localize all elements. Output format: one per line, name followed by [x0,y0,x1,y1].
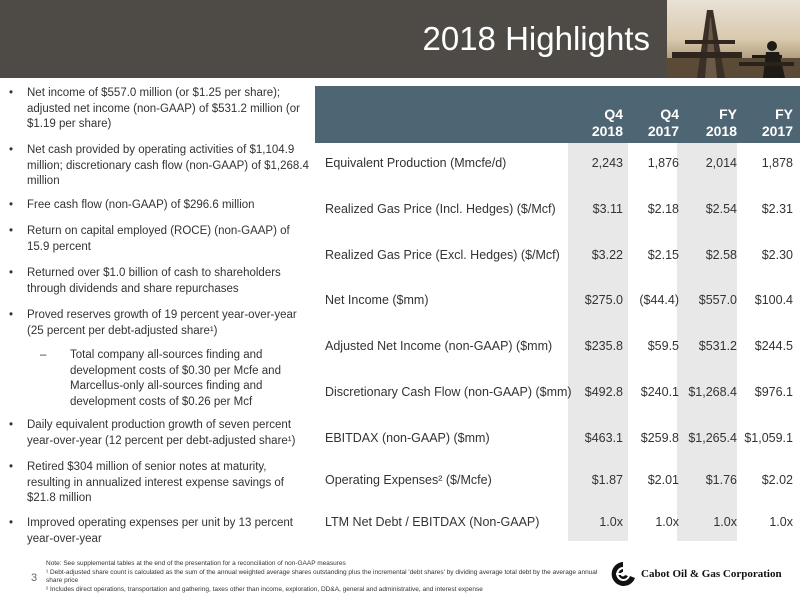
column-header-line2: 2018 [705,123,737,139]
row-label: Net Income ($mm) [325,293,429,307]
dash-symbol: – [40,349,47,361]
column-header [737,106,793,140]
footnote-2: ² Includes direct operations, transportation and gathering, taxes other than income, exploration, DD&A, general and administrative, and interest expense [46,585,483,593]
footnote-1: ¹ Debt-adjusted share count is calculated as the sum of the annual weighted average shares outstanding plus the incremental 'debt shares' by dividing average total debt by the average annual share price [46,568,598,584]
table-cell: 1.0x [655,515,679,529]
column-header [568,106,623,140]
table-cell: $2.31 [761,202,793,216]
bullet-symbol: • [9,225,14,237]
cabot-logo-mark [608,560,638,593]
table-cell: $3.11 [592,202,623,216]
row-label: Realized Gas Price (Incl. Hedges) ($/Mcf) [325,202,556,216]
bullet-text: Retired $304 million of senior notes at maturity, resulting in annualized interest expense savings of $21.8 million [27,461,284,504]
column-header-line1: Q4 [604,106,623,122]
column-header-line1: Q4 [660,106,679,122]
row-label: Adjusted Net Income (non-GAAP) ($mm) [325,339,553,353]
table-cell: $259.8 [640,431,679,445]
bullet-symbol: • [9,199,14,211]
table-cell: 1.0x [599,515,623,529]
bullet-symbol: • [9,517,14,529]
column-header-line1: FY [775,106,793,122]
table-cell: $2.30 [761,248,793,262]
bullet-text: Proved reserves growth of 19 percent year-over-year (25 percent per debt-adjusted share¹) [27,309,297,337]
table-cell: 1.0x [769,515,793,529]
financial-summary-table [315,86,800,541]
bullet-symbol: • [9,144,14,156]
table-cell: ($44.4) [639,293,679,307]
table-cell: $1,059.1 [744,431,793,445]
table-cell: $2.15 [647,248,679,262]
table-cell: $3.22 [591,248,623,262]
table-cell: 1.0x [713,515,737,529]
column-header [677,106,737,140]
table-cell: 2,014 [705,156,737,170]
table-cell: $1,268.4 [688,385,737,399]
column-header-line2: 2018 [591,123,623,139]
table-cell: $2.01 [647,473,679,487]
column-header-line2: 2017 [761,123,793,139]
table-cell: $976.1 [754,385,793,399]
bullet-text: Daily equivalent production growth of seven percent year-over-year (12 percent per debt-adjusted share¹) [27,419,296,447]
row-label: EBITDAX (non-GAAP) ($mm) [325,431,490,445]
table-cell: $2.58 [705,248,737,262]
page-title: 2018 Highlights [422,20,650,57]
footnotes [46,560,606,594]
column-header-line2: 2017 [647,123,679,139]
table-cell: $275.0 [584,293,623,307]
table-cell: $2.02 [761,473,793,487]
column-header-line1: FY [719,106,737,122]
table-cell: $100.4 [754,293,793,307]
table-cell: $531.2 [698,339,737,353]
table-cell: $1.76 [705,473,737,487]
bullet-text: Improved operating expenses per unit by 13 percent year-over-year [27,517,293,545]
row-label: Realized Gas Price (Excl. Hedges) ($/Mcf) [325,248,560,262]
table-cell: $2.54 [705,202,737,216]
company-name: Cabot Oil & Gas Corporation [641,568,782,580]
bullet-text: Free cash flow (non-GAAP) of $296.6 million [27,199,255,211]
table-cell: $492.8 [584,385,623,399]
sub-bullet-text: Total company all-sources finding and development costs of $0.30 per Mcfe and Marcellus-only all-sources finding and development costs of $0.26 per Mcf [70,349,281,408]
bullet-symbol: • [9,461,14,473]
table-cell: $59.5 [647,339,679,353]
page-number: 3 [31,572,38,584]
drilling-rig-photo [667,0,800,78]
bullet-text: Returned over $1.0 billion of cash to shareholders through dividends and share repurchases [27,267,281,295]
footnote-note: Note: See supplemental tables at the end of the presentation for a reconciliation of non-GAAP measures [46,560,346,567]
header-band [0,0,800,78]
row-label: Operating Expenses² ($/Mcfe) [325,473,492,487]
row-label: Equivalent Production (Mmcfe/d) [325,156,507,170]
table-cell: $557.0 [698,293,737,307]
table-cell: 1,876 [647,156,679,170]
table-cell: 2,243 [591,156,623,170]
table-cell: $240.1 [640,385,679,399]
company-logo [608,560,788,590]
table-cell: $1,265.4 [688,431,737,445]
bullet-symbol: • [9,267,14,279]
bullet-text: Net income of $557.0 million (or $1.25 per share); adjusted net income (non-GAAP) of $531.2 million (or $1.19 per share) [27,87,300,130]
row-label: Discretionary Cash Flow (non-GAAP) ($mm) [325,385,572,399]
table-cell: $2.18 [647,202,679,216]
column-header [628,106,679,140]
table-cell: 1,878 [761,156,793,170]
table-cell: $244.5 [754,339,793,353]
row-label: LTM Net Debt / EBITDAX (Non-GAAP) [325,515,540,529]
bullet-text: Return on capital employed (ROCE) (non-GAAP) of 15.9 percent [27,225,290,253]
bullet-text: Net cash provided by operating activities of $1,104.9 million; discretionary cash flow (non-GAAP) of $1,268.4 million [27,144,309,187]
table-cell: $1.87 [591,473,623,487]
bullet-symbol: • [9,419,14,431]
table-cell: $235.8 [584,339,623,353]
bullet-symbol: • [9,87,14,99]
bullet-symbol: • [9,309,14,321]
table-cell: $463.1 [584,431,623,445]
